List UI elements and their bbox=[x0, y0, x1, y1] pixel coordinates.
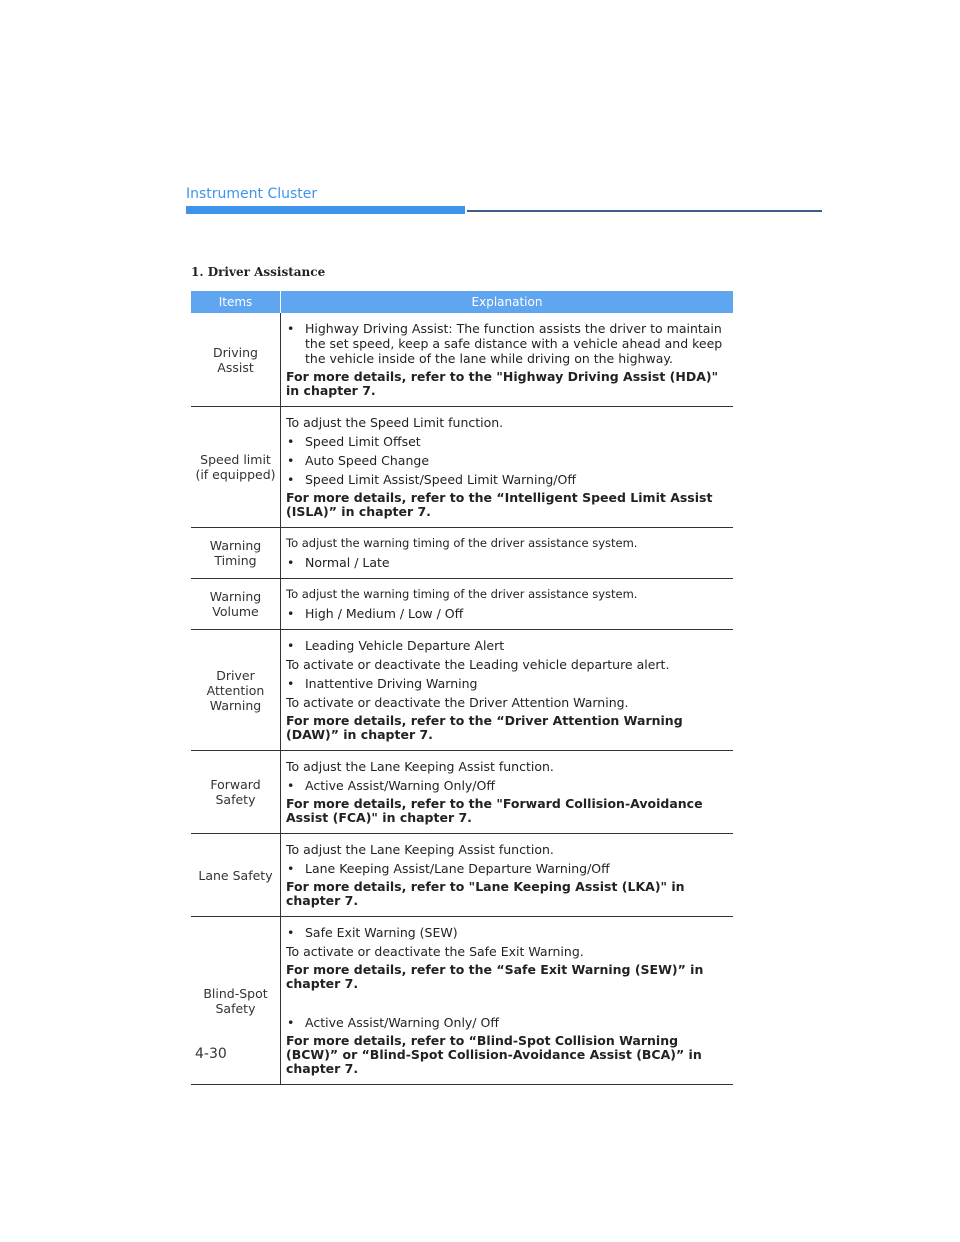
bullet-text: High / Medium / Low / Off bbox=[305, 606, 464, 621]
explanation-text: To adjust the Lane Keeping Assist function. bbox=[286, 842, 554, 857]
reference-note: For more details, refer to “Blind-Spot Collision Warning (BCW)” or “Blind-Spot Collision-Avoidance Assist (BCA)” in chapter 7. bbox=[286, 1033, 702, 1076]
table-row bbox=[191, 917, 733, 1085]
item-cell: Driving Assist bbox=[191, 313, 281, 407]
bullet-item bbox=[286, 472, 729, 487]
header-rule bbox=[467, 210, 822, 212]
explanation-cell bbox=[281, 917, 734, 1085]
bullet-icon: • bbox=[287, 472, 295, 487]
explanation-text: To activate or deactivate the Leading vehicle departure alert. bbox=[286, 657, 670, 672]
spacer bbox=[286, 995, 729, 1011]
explanation-cell bbox=[281, 407, 734, 528]
explanation-cell bbox=[281, 313, 734, 407]
reference-note: For more details, refer to the “Driver Attention Warning (DAW)” in chapter 7. bbox=[286, 713, 683, 742]
bullet-item bbox=[286, 676, 729, 691]
reference-note: For more details, refer to "Lane Keeping Assist (LKA)" in chapter 7. bbox=[286, 879, 685, 908]
bullet-icon: • bbox=[287, 555, 295, 570]
table-row bbox=[191, 834, 733, 917]
explanation-text: To activate or deactivate the Safe Exit Warning. bbox=[286, 944, 584, 959]
bullet-item bbox=[286, 861, 729, 876]
driver-assistance-table bbox=[191, 291, 733, 1085]
bullet-text: Auto Speed Change bbox=[305, 453, 430, 468]
bullet-item bbox=[286, 778, 729, 793]
explanation-text: To activate or deactivate the Driver Attention Warning. bbox=[286, 695, 629, 710]
bullet-text: Safe Exit Warning (SEW) bbox=[305, 925, 458, 940]
bullet-icon: • bbox=[287, 861, 295, 876]
bullet-icon: • bbox=[287, 606, 295, 621]
bullet-icon: • bbox=[287, 676, 295, 691]
item-cell: Lane Safety bbox=[191, 834, 281, 917]
table-row bbox=[191, 579, 733, 630]
table-header-row bbox=[191, 291, 733, 313]
reference-note: For more details, refer to the “Safe Exit Warning (SEW)” in chapter 7. bbox=[286, 962, 704, 991]
explanation-text: To adjust the warning timing of the driver assistance system. bbox=[286, 587, 638, 601]
table-row bbox=[191, 528, 733, 579]
table-row bbox=[191, 407, 733, 528]
bullet-icon: • bbox=[287, 925, 295, 940]
bullet-text: Inattentive Driving Warning bbox=[305, 676, 478, 691]
table-row bbox=[191, 313, 733, 407]
bullet-text: Highway Driving Assist: The function assists the driver to maintain the set speed, keep a safe distance with a vehicle ahead and keep the vehicle inside of the lane while driving on the highway. bbox=[305, 321, 723, 366]
table-row bbox=[191, 751, 733, 834]
bullet-icon: • bbox=[287, 434, 295, 449]
bullet-text: Leading Vehicle Departure Alert bbox=[305, 638, 505, 653]
reference-note: For more details, refer to the "Highway Driving Assist (HDA)" in chapter 7. bbox=[286, 369, 719, 398]
header-accent-bar bbox=[186, 206, 465, 214]
item-cell: Forward Safety bbox=[191, 751, 281, 834]
bullet-icon: • bbox=[287, 321, 295, 336]
bullet-icon: • bbox=[287, 638, 295, 653]
bullet-item bbox=[286, 555, 729, 570]
explanation-text: To adjust the warning timing of the driver assistance system. bbox=[286, 536, 638, 550]
reference-note: For more details, refer to the “Intelligent Speed Limit Assist (ISLA)” in chapter 7. bbox=[286, 490, 713, 519]
bullet-item bbox=[286, 638, 729, 653]
bullet-item bbox=[286, 321, 729, 366]
explanation-cell bbox=[281, 630, 734, 751]
section-title: Instrument Cluster bbox=[186, 186, 318, 202]
bullet-icon: • bbox=[287, 1015, 295, 1030]
bullet-text: Speed Limit Assist/Speed Limit Warning/Off bbox=[305, 472, 576, 487]
page-number: 4-30 bbox=[195, 1046, 227, 1062]
bullet-item bbox=[286, 1015, 729, 1030]
explanation-text: To adjust the Speed Limit function. bbox=[286, 415, 504, 430]
bullet-item bbox=[286, 453, 729, 468]
item-cell: Speed limit (if equipped) bbox=[191, 407, 281, 528]
explanation-cell bbox=[281, 579, 734, 630]
bullet-text: Active Assist/Warning Only/Off bbox=[305, 778, 495, 793]
bullet-text: Lane Keeping Assist/Lane Departure Warning/Off bbox=[305, 861, 610, 876]
bullet-item bbox=[286, 606, 729, 621]
bullet-item bbox=[286, 925, 729, 940]
bullet-item bbox=[286, 434, 729, 449]
bullet-text: Active Assist/Warning Only/ Off bbox=[305, 1015, 499, 1030]
item-cell: Driver Attention Warning bbox=[191, 630, 281, 751]
column-header-explanation: Explanation bbox=[281, 291, 734, 313]
table-body bbox=[191, 313, 733, 1085]
explanation-cell bbox=[281, 528, 734, 579]
bullet-text: Normal / Late bbox=[305, 555, 390, 570]
bullet-icon: • bbox=[287, 453, 295, 468]
explanation-cell bbox=[281, 751, 734, 834]
table-row bbox=[191, 630, 733, 751]
bullet-text: Speed Limit Offset bbox=[305, 434, 421, 449]
item-cell: Warning Volume bbox=[191, 579, 281, 630]
item-cell: Warning Timing bbox=[191, 528, 281, 579]
explanation-text: To adjust the Lane Keeping Assist function. bbox=[286, 759, 554, 774]
reference-note: For more details, refer to the "Forward Collision-Avoidance Assist (FCA)" in chapter 7. bbox=[286, 796, 703, 825]
column-header-items: Items bbox=[191, 291, 281, 313]
explanation-cell bbox=[281, 834, 734, 917]
bullet-icon: • bbox=[287, 778, 295, 793]
item-cell: Blind-Spot Safety bbox=[191, 917, 281, 1085]
section-heading: 1. Driver Assistance bbox=[191, 265, 326, 279]
